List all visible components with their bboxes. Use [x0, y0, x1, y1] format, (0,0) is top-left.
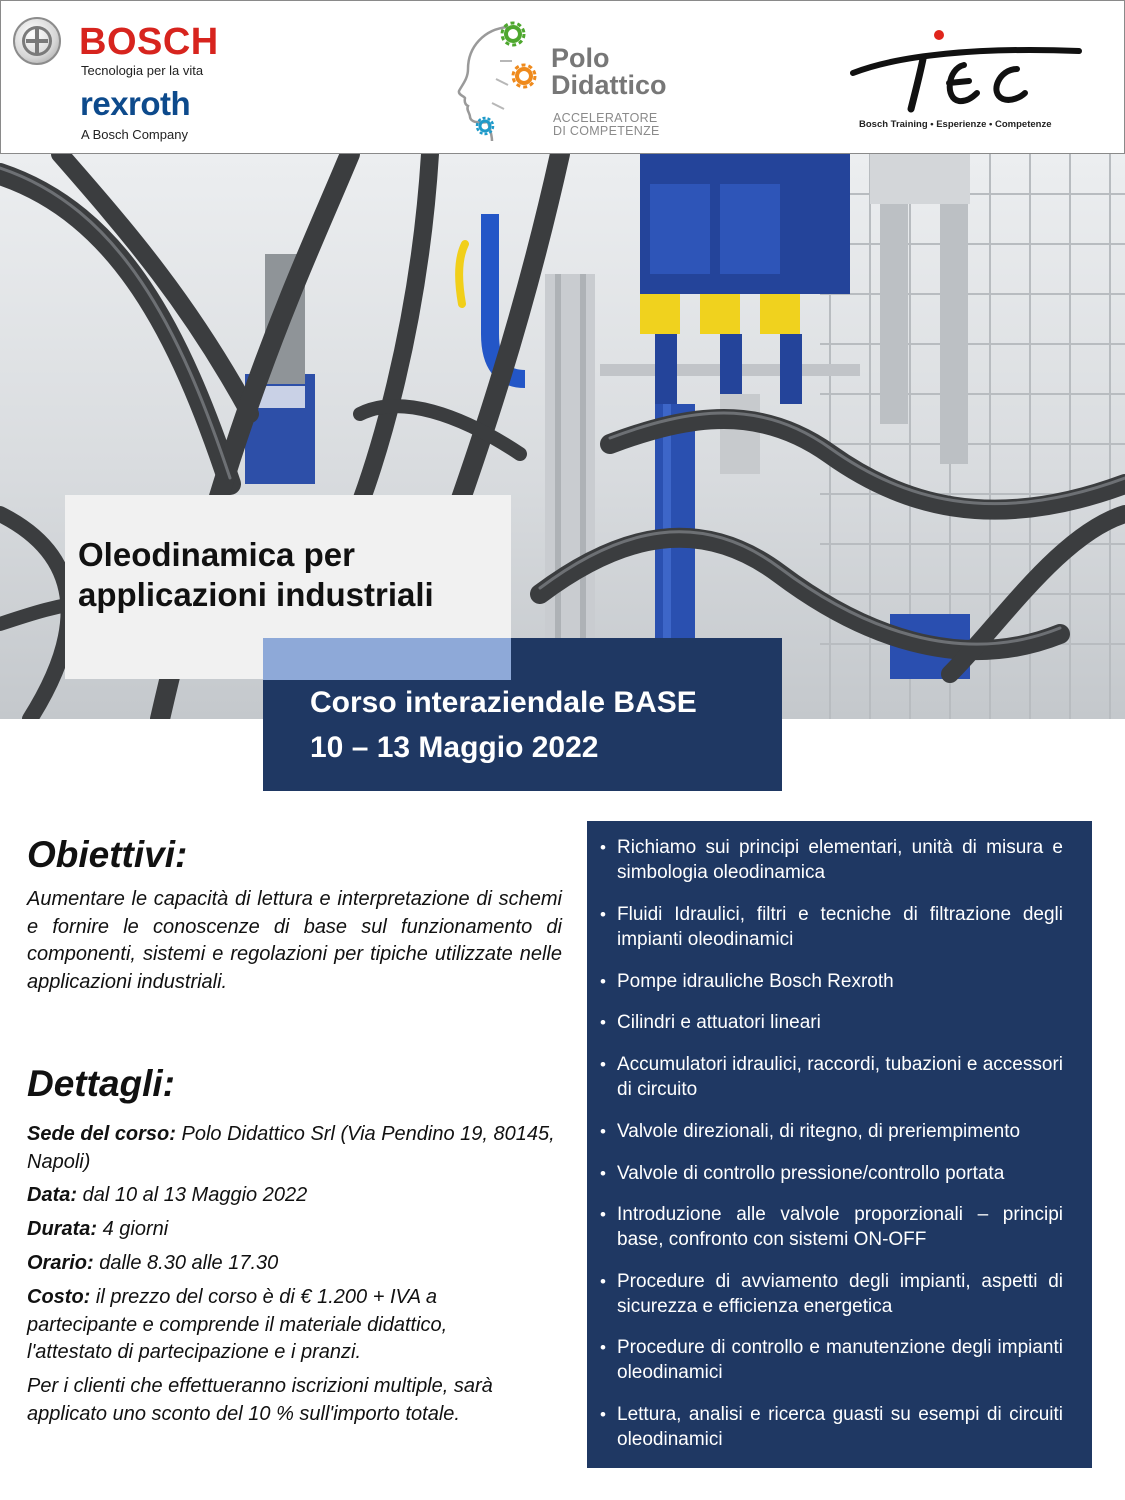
- topic-item: • Procedure di controllo e manutenzione degli impianti oleodinamici: [617, 1335, 1063, 1385]
- course-info-box: [263, 680, 782, 791]
- topic-item: • Cilindri e attuatori lineari: [617, 1010, 1063, 1035]
- topic-item: • Valvole direzionali, di ritegno, di preriempimento: [617, 1119, 1063, 1144]
- detail-orario: [27, 1250, 572, 1278]
- bosch-tagline: Tecnologia per la vita: [81, 63, 204, 78]
- polo-didattico-subtitle: ACCELERATORE DI COMPETENZE: [553, 111, 660, 138]
- dettagli-heading: Dettagli:: [27, 1063, 175, 1104]
- topic-item: • Valvole di controllo pressione/controllo portata: [617, 1161, 1063, 1186]
- course-topics-panel: [587, 821, 1092, 1468]
- polo-didattico-title: Polo Didattico: [551, 43, 667, 100]
- topic-item: • Accumulatori idraulici, raccordi, tubazioni e accessori di circuito: [617, 1052, 1063, 1102]
- obiettivi-heading: Obiettivi:: [27, 834, 188, 875]
- detail-durata-value: 4 giorni: [97, 1218, 169, 1240]
- topic-item: • Lettura, analisi e ricerca guasti su esempi di circuiti oleodinamici: [617, 1402, 1063, 1452]
- course-title: Oleodinamica per applicazioni industriali: [78, 536, 434, 613]
- rexroth-tagline: A Bosch Company: [81, 127, 188, 142]
- detail-data-value: dal 10 al 13 Maggio 2022: [77, 1184, 308, 1206]
- tec-logo-icon: [849, 23, 1084, 118]
- detail-data-label: Data:: [27, 1184, 78, 1206]
- bosch-armature-icon: [13, 17, 61, 65]
- course-type: Corso interaziendale BASE: [310, 686, 697, 719]
- bosch-logo-text: BOSCH: [79, 21, 219, 63]
- tec-tagline: Bosch Training • Esperienze • Competenze: [859, 119, 1052, 130]
- obiettivi-text: Aumentare le capacità di lettura e interpretazione di schemi e fornire le conoscenze di base sul funzionamento di componenti, sistemi e regolazioni per tipiche utilizzate nelle applicazioni industriali.: [27, 888, 562, 993]
- rexroth-logo-text: rexroth: [80, 85, 191, 122]
- detail-costo: [27, 1284, 512, 1367]
- topic-item: • Fluidi Idraulici, filtri e tecniche di filtrazione degli impianti oleodinamici: [617, 902, 1063, 952]
- detail-orario-value: dalle 8.30 alle 17.30: [93, 1252, 279, 1274]
- detail-durata-label: Durata:: [27, 1218, 98, 1240]
- detail-costo-label: Costo:: [27, 1286, 91, 1308]
- topic-item: • Pompe idrauliche Bosch Rexroth: [617, 969, 1063, 994]
- header-banner: [0, 0, 1125, 154]
- detail-costo-value: il prezzo del corso è di € 1.200 + IVA a partecipante e comprende il materiale didattico, l'attestato di partecipazione e i pranzi.: [27, 1286, 448, 1363]
- accent-stripe: [263, 638, 511, 680]
- topic-item: • Procedure di avviamento degli impianti, aspetti di sicurezza e efficienza energetica: [617, 1269, 1063, 1319]
- detail-sconto: Per i clienti che effettueranno iscrizioni multiple, sarà applicato uno sconto del 10 % sull'importo totale.: [27, 1375, 493, 1425]
- detail-sede-label: Sede del corso:: [27, 1123, 176, 1145]
- detail-durata: [27, 1216, 572, 1244]
- detail-sede: [27, 1121, 567, 1176]
- topic-item: • Introduzione alle valvole proporzionali – principi base, confronto con sistemi ON-OFF: [617, 1202, 1063, 1252]
- detail-sede-value: Polo Didattico Srl (Via Pendino 19, 80145, Napoli): [27, 1123, 555, 1173]
- course-dates: 10 – 13 Maggio 2022: [310, 731, 599, 764]
- detail-orario-label: Orario:: [27, 1252, 94, 1274]
- detail-data: [27, 1182, 572, 1210]
- topic-item: • Richiamo sui principi elementari, unità di misura e simbologia oleodinamica: [617, 835, 1063, 885]
- course-box-top: [511, 638, 782, 680]
